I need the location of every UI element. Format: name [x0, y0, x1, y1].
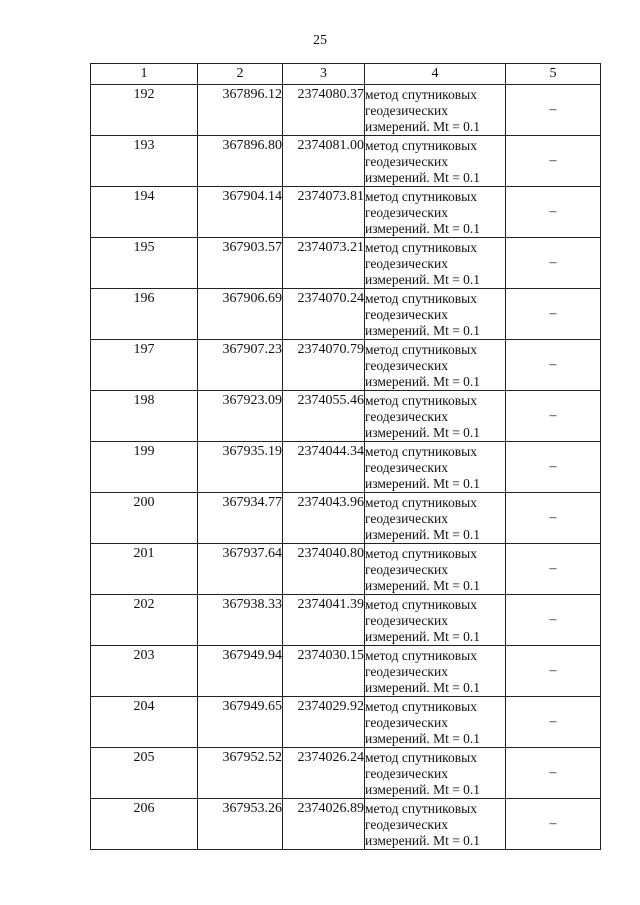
- header-row: [91, 64, 601, 85]
- table-row: [91, 544, 601, 595]
- note-cell: –: [506, 187, 601, 238]
- x-coordinate-cell: 367937.64: [198, 544, 283, 595]
- y-coordinate-cell: 2374070.24: [283, 289, 365, 340]
- header-col-4: 4: [365, 64, 506, 85]
- method-cell: метод спутниковых геодезических измерений. Mt = 0.1: [365, 595, 506, 646]
- table-header: [91, 64, 601, 85]
- page-number: 25: [313, 33, 327, 48]
- x-coordinate-cell: 367923.09: [198, 391, 283, 442]
- table-row: [91, 646, 601, 697]
- x-coordinate-cell: 367904.14: [198, 187, 283, 238]
- note-cell: –: [506, 544, 601, 595]
- table-row: [91, 391, 601, 442]
- x-coordinate-cell: 367935.19: [198, 442, 283, 493]
- point-number-cell: 205: [91, 748, 198, 799]
- method-cell: метод спутниковых геодезических измерений. Mt = 0.1: [365, 799, 506, 850]
- table-row: [91, 187, 601, 238]
- method-cell: метод спутниковых геодезических измерений. Mt = 0.1: [365, 697, 506, 748]
- point-number-cell: 201: [91, 544, 198, 595]
- point-number-cell: 198: [91, 391, 198, 442]
- point-number-cell: 193: [91, 136, 198, 187]
- y-coordinate-cell: 2374041.39: [283, 595, 365, 646]
- method-cell: метод спутниковых геодезических измерений. Mt = 0.1: [365, 136, 506, 187]
- y-coordinate-cell: 2374043.96: [283, 493, 365, 544]
- point-number-cell: 192: [91, 85, 198, 136]
- y-coordinate-cell: 2374070.79: [283, 340, 365, 391]
- header-col-3: 3: [283, 64, 365, 85]
- table-row: [91, 442, 601, 493]
- table-row: [91, 493, 601, 544]
- table-row: [91, 595, 601, 646]
- note-cell: –: [506, 493, 601, 544]
- note-cell: –: [506, 748, 601, 799]
- point-number-cell: 197: [91, 340, 198, 391]
- x-coordinate-cell: 367896.80: [198, 136, 283, 187]
- coordinates-table: [90, 63, 601, 850]
- table-row: [91, 748, 601, 799]
- table-body: [91, 85, 601, 850]
- table-row: [91, 85, 601, 136]
- x-coordinate-cell: 367938.33: [198, 595, 283, 646]
- method-cell: метод спутниковых геодезических измерений. Mt = 0.1: [365, 340, 506, 391]
- table-row: [91, 289, 601, 340]
- point-number-cell: 203: [91, 646, 198, 697]
- table-row: [91, 136, 601, 187]
- x-coordinate-cell: 367906.69: [198, 289, 283, 340]
- x-coordinate-cell: 367903.57: [198, 238, 283, 289]
- method-cell: метод спутниковых геодезических измерений. Mt = 0.1: [365, 391, 506, 442]
- table-row: [91, 238, 601, 289]
- y-coordinate-cell: 2374073.21: [283, 238, 365, 289]
- point-number-cell: 200: [91, 493, 198, 544]
- header-col-2: 2: [198, 64, 283, 85]
- note-cell: –: [506, 238, 601, 289]
- x-coordinate-cell: 367953.26: [198, 799, 283, 850]
- y-coordinate-cell: 2374026.89: [283, 799, 365, 850]
- note-cell: –: [506, 136, 601, 187]
- method-cell: метод спутниковых геодезических измерений. Mt = 0.1: [365, 646, 506, 697]
- y-coordinate-cell: 2374081.00: [283, 136, 365, 187]
- note-cell: –: [506, 799, 601, 850]
- method-cell: метод спутниковых геодезических измерений. Mt = 0.1: [365, 544, 506, 595]
- table-row: [91, 340, 601, 391]
- method-cell: метод спутниковых геодезических измерений. Mt = 0.1: [365, 238, 506, 289]
- note-cell: –: [506, 391, 601, 442]
- header-col-1: 1: [91, 64, 198, 85]
- method-cell: метод спутниковых геодезических измерений. Mt = 0.1: [365, 493, 506, 544]
- method-cell: метод спутниковых геодезических измерений. Mt = 0.1: [365, 748, 506, 799]
- note-cell: –: [506, 697, 601, 748]
- point-number-cell: 202: [91, 595, 198, 646]
- y-coordinate-cell: 2374073.81: [283, 187, 365, 238]
- x-coordinate-cell: 367934.77: [198, 493, 283, 544]
- method-cell: метод спутниковых геодезических измерений. Mt = 0.1: [365, 85, 506, 136]
- y-coordinate-cell: 2374055.46: [283, 391, 365, 442]
- x-coordinate-cell: 367949.94: [198, 646, 283, 697]
- note-cell: –: [506, 85, 601, 136]
- x-coordinate-cell: 367896.12: [198, 85, 283, 136]
- header-col-5: 5: [506, 64, 601, 85]
- x-coordinate-cell: 367952.52: [198, 748, 283, 799]
- point-number-cell: 204: [91, 697, 198, 748]
- point-number-cell: 206: [91, 799, 198, 850]
- note-cell: –: [506, 442, 601, 493]
- note-cell: –: [506, 340, 601, 391]
- x-coordinate-cell: 367907.23: [198, 340, 283, 391]
- note-cell: –: [506, 289, 601, 340]
- table-row: [91, 697, 601, 748]
- point-number-cell: 195: [91, 238, 198, 289]
- y-coordinate-cell: 2374080.37: [283, 85, 365, 136]
- y-coordinate-cell: 2374040.80: [283, 544, 365, 595]
- note-cell: –: [506, 646, 601, 697]
- point-number-cell: 196: [91, 289, 198, 340]
- y-coordinate-cell: 2374030.15: [283, 646, 365, 697]
- point-number-cell: 194: [91, 187, 198, 238]
- note-cell: –: [506, 595, 601, 646]
- method-cell: метод спутниковых геодезических измерений. Mt = 0.1: [365, 289, 506, 340]
- y-coordinate-cell: 2374029.92: [283, 697, 365, 748]
- method-cell: метод спутниковых геодезических измерений. Mt = 0.1: [365, 187, 506, 238]
- y-coordinate-cell: 2374044.34: [283, 442, 365, 493]
- table-row: [91, 799, 601, 850]
- method-cell: метод спутниковых геодезических измерений. Mt = 0.1: [365, 442, 506, 493]
- y-coordinate-cell: 2374026.24: [283, 748, 365, 799]
- point-number-cell: 199: [91, 442, 198, 493]
- x-coordinate-cell: 367949.65: [198, 697, 283, 748]
